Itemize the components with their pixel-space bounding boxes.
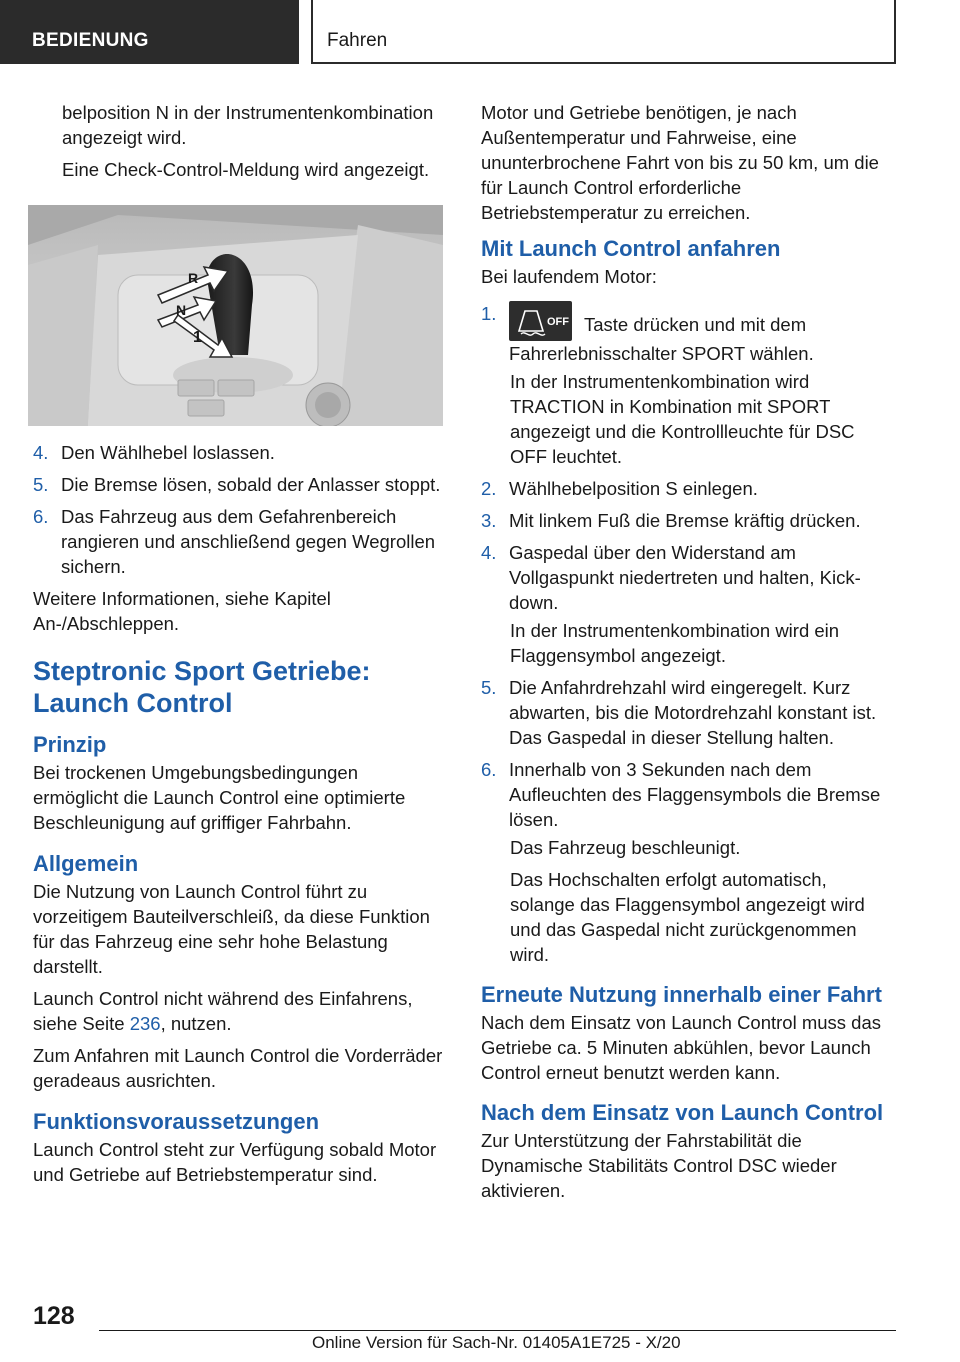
left-steps-list <box>33 440 448 579</box>
dsc-off-button-icon <box>509 301 572 341</box>
right-steps-list-continued <box>481 476 896 615</box>
dsc-off-label: OFF <box>547 316 569 328</box>
right-steps-list <box>481 301 896 366</box>
right-steps-list-end <box>481 675 896 832</box>
figure-label-n: N <box>176 302 187 318</box>
anfahren-intro: Bei laufendem Motor: <box>481 266 657 287</box>
list-item: 2. Wählhebelposition S einlegen. <box>481 478 758 499</box>
section-tab <box>0 0 299 64</box>
nach-paragraph: Zur Unterstützung der Fahrstabilität die Dynamische Stabilitäts Control DSC wieder aktivieren. <box>481 1130 837 1201</box>
step1-note: In der Instrumentenkombination wird TRACTION in Kombination mit SPORT angezeigt und die Kontrollleuchte für DSC OFF leuchtet. <box>510 371 855 467</box>
prinzip-paragraph: Bei trockenen Umgebungsbedingungen ermöglicht die Launch Control eine optimierte Beschleunigung auf griffiger Fahrbahn. <box>33 762 406 833</box>
chapter-title: Fahren <box>327 30 388 51</box>
online-version-note: Online Version für Sach-Nr. 01405A1E725 - X/20 <box>312 1333 681 1352</box>
allgemein-paragraph-1: Die Nutzung von Launch Control führt zu vorzeitigem Bauteilverschleiß, da diese Funktion für das Fahrzeug eine sehr hohe Belastung darstellt. <box>33 881 430 977</box>
page-reference-link[interactable]: 236 <box>129 1013 161 1034</box>
page-number: 128 <box>33 1302 75 1330</box>
erneut-paragraph: Nach dem Einsatz von Launch Control muss das Getriebe ca. 5 Minuten abkühlen, bevor Launch Control erneut benutzt werden kann. <box>481 1012 882 1083</box>
list-item: 3. Mit linkem Fuß die Bremse kräftig drücken. <box>481 510 861 531</box>
list-item: 5. Die Anfahrdrehzahl wird eingeregelt. Kurz abwarten, bis die Motordrehzahl konstant ist. Das Gaspedal in dieser Stellung halten. <box>481 677 877 748</box>
list-item: 5. Die Bremse lösen, sobald der Anlasser stoppt. <box>33 474 441 495</box>
list-item: 6. Das Fahrzeug aus dem Gefahrenbereich rangieren und anschließend gegen Wegrollen sichern. <box>33 506 436 577</box>
left-column <box>33 100 448 1194</box>
gear-selector-figure <box>28 205 443 426</box>
section-title-launch-control: Steptronic Sport Getriebe: Launch Control <box>33 656 371 718</box>
heading-allgemein: Allgemein <box>33 851 139 876</box>
figure-label-r: R <box>188 270 199 286</box>
heading-erneute-nutzung: Erneute Nutzung innerhalb einer Fahrt <box>481 982 882 1007</box>
chapter-tab <box>311 0 896 64</box>
right-intro-paragraph: Motor und Getriebe benötigen, je nach Außentemperatur und Fahrweise, eine ununterbrochene Fahrt von bis zu 50 km, um die für Launch Control erforderliche Betriebstemperatur zu erreichen. <box>481 102 879 223</box>
heading-prinzip: Prinzip <box>33 732 107 757</box>
list-item: 4. Den Wählhebel loslassen. <box>33 442 275 463</box>
footer-divider <box>99 1330 896 1331</box>
heading-anfahren: Mit Launch Control anfahren <box>481 236 781 261</box>
allgemein-paragraph-2: Launch Control nicht während des Einfahrens, siehe Seite 236, nutzen. <box>33 988 413 1034</box>
heading-funktionsvoraussetzungen: Funktionsvoraussetzungen <box>33 1109 320 1134</box>
figure-label-1: 1 <box>193 329 202 346</box>
section-title: BEDIENUNG <box>32 30 149 51</box>
step6-note-1: Das Fahrzeug beschleunigt. <box>510 837 741 858</box>
step4-note: In der Instrumentenkombination wird ein Flaggensymbol angezeigt. <box>510 620 840 666</box>
right-column <box>481 100 896 1210</box>
funktion-paragraph: Launch Control steht zur Verfügung sobald Motor und Getriebe auf Betriebstemperatur sind. <box>33 1139 437 1185</box>
intro-paragraph-1: belposition N in der Instrumentenkombination angezeigt wird. <box>62 102 434 148</box>
step6-note-2: Das Hochschalten erfolgt automatisch, solange das Flaggensymbol angezeigt wird und das Gaspedal nicht zurückgenommen wird. <box>510 869 865 965</box>
more-info-paragraph: Weitere Informationen, siehe Kapitel An-/Abschleppen. <box>33 588 331 634</box>
heading-nach-dem-einsatz: Nach dem Einsatz von Launch Control <box>481 1100 884 1125</box>
list-item: 1. OFF Taste drücken und mit dem Fahrerlebnisschalter SPORT wählen. <box>481 303 814 364</box>
list-item: 6. Innerhalb von 3 Sekunden nach dem Aufleuchten des Flaggensymbols die Bremse lösen. <box>481 759 881 830</box>
list-item: 4. Gaspedal über den Widerstand am Vollgaspunkt niedertreten und halten, Kick-down. <box>481 542 861 613</box>
allgemein-paragraph-3: Zum Anfahren mit Launch Control die Vorderräder geradeaus ausrichten. <box>33 1045 443 1091</box>
intro-paragraph-2: Eine Check-Control-Meldung wird angezeigt. <box>62 159 430 180</box>
